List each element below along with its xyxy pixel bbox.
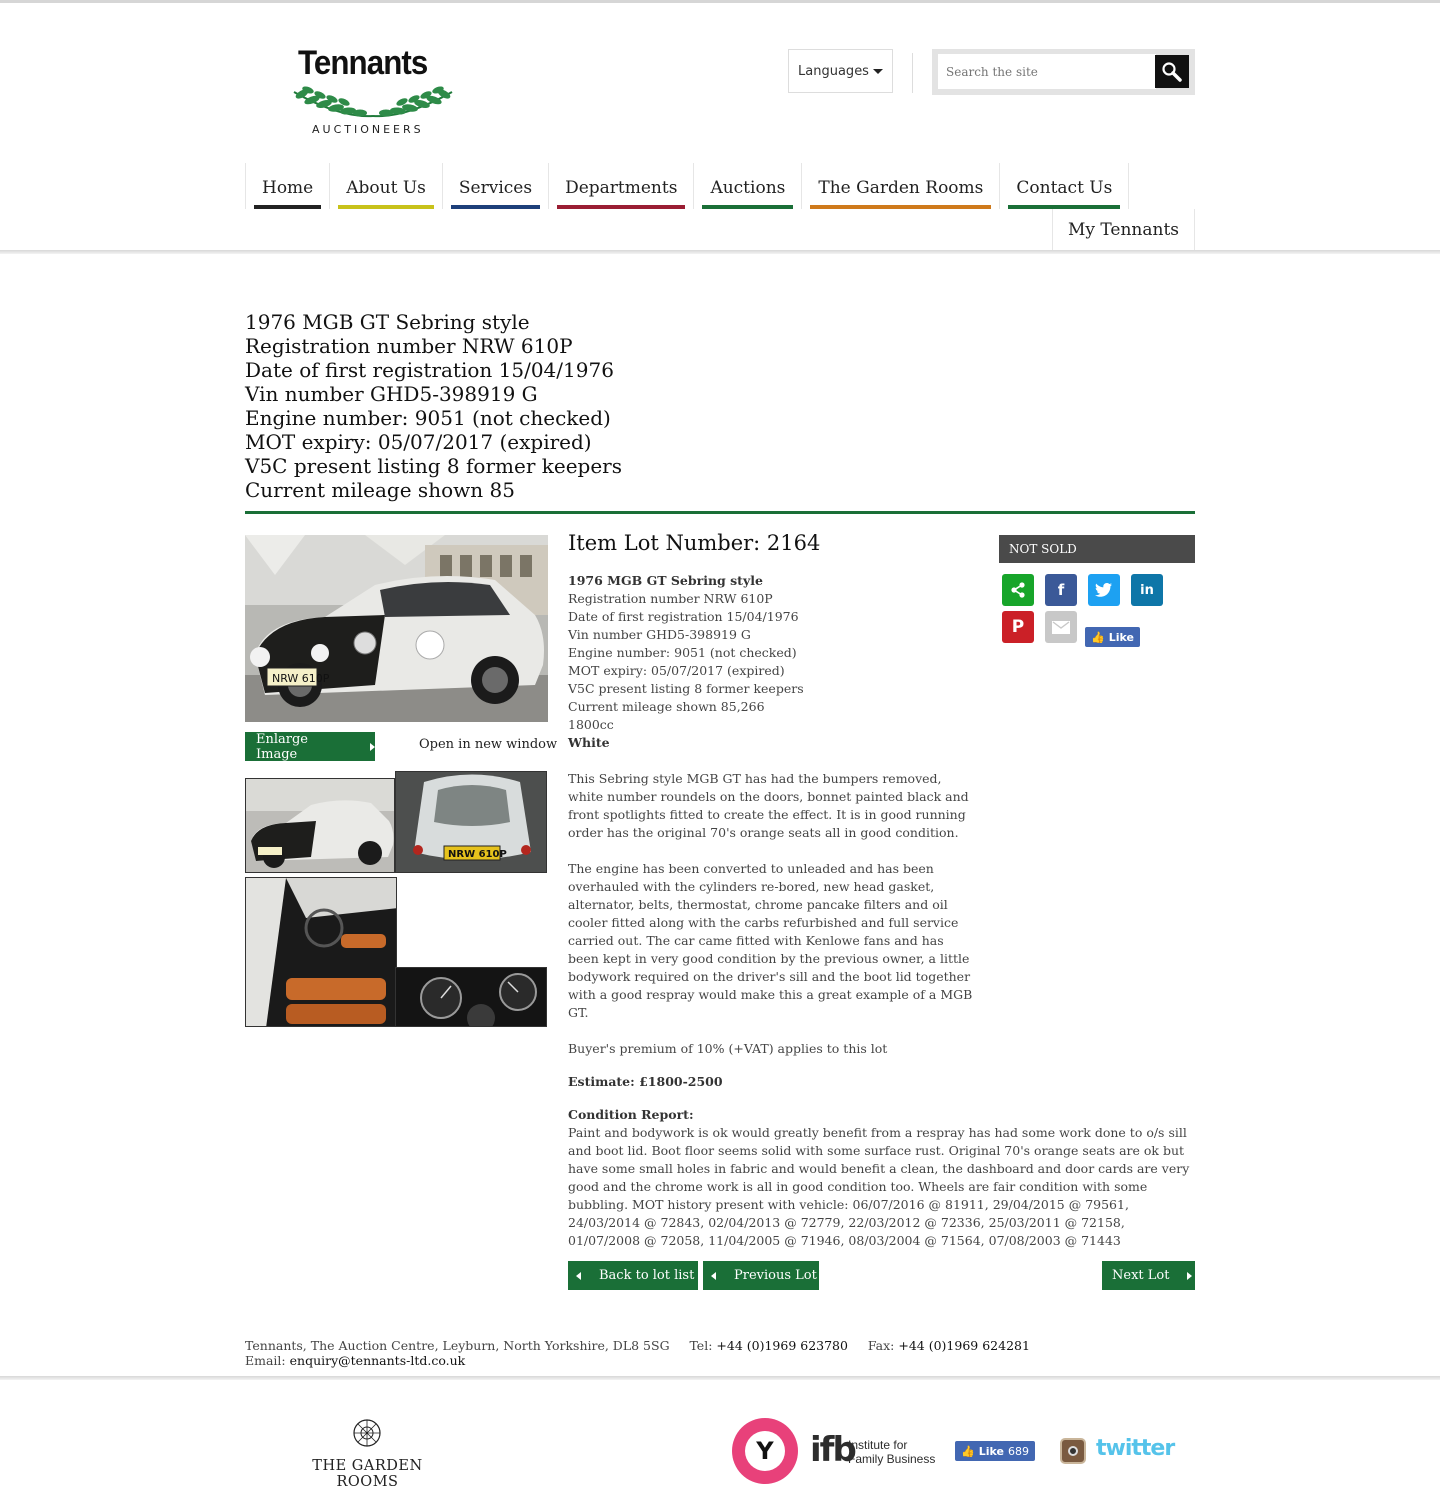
nav-item-label: About Us [346, 178, 426, 198]
ifb-letters: ifb [810, 1430, 855, 1470]
nav-item-underline [810, 205, 991, 209]
footer-divider [0, 1376, 1440, 1380]
tel-number[interactable]: +44 (0)1969 623780 [716, 1338, 848, 1353]
estimate: Estimate: £1800-2500 [568, 1074, 723, 1089]
logo-wordmark: Tennants [298, 44, 428, 82]
divider [912, 53, 913, 93]
buyers-premium: Buyer's premium of 10% (+VAT) applies to this lot [568, 1041, 888, 1056]
enlarge-image-button[interactable] [245, 732, 375, 761]
fax-label: Fax: [867, 1338, 895, 1353]
linkedin-icon: in [1140, 582, 1154, 598]
next-label: Next Lot [1112, 1268, 1170, 1283]
nav-item-underline [451, 205, 540, 209]
ifb-text [848, 1438, 935, 1466]
search-box [932, 49, 1195, 95]
desc-line: Vin number GHD5-398919 G [568, 627, 751, 642]
back-label: Back to lot list [599, 1268, 695, 1283]
email-share-button[interactable] [1045, 611, 1077, 643]
nav-item-services[interactable] [442, 163, 548, 209]
nav-item-label: Departments [565, 178, 678, 198]
ifb-logo[interactable] [810, 1430, 950, 1474]
thumbs-up-icon: 👍 [961, 1444, 975, 1458]
thumbnail-4[interactable] [395, 967, 547, 1027]
y-letter: Y [745, 1431, 785, 1471]
like-label: Like [1108, 630, 1134, 644]
nav-item-label: Services [458, 178, 533, 198]
condition-text: Paint and bodywork is ok would greatly benefit from a respray has had some work done to o/s sill and boot lid. Boot floor seems solid with some surface rust. Original 70's orange seats are ok but have some small holes in fabric and would benefit a clean, the dashboard and door cards are very good and the chrome work is all in good condition too. Wheels are fair condition with some bubbling. MOT history present with vehicle: 06/07/2016 @ 81911, 29/04/2015 @ 79561, 24/03/2014 @ 72843, 02/04/2013 @ 72779, 22/03/2012 @ 72336, 25/03/2011 @ 72158, 01/07/2008 @ 72058, 11/04/2005 @ 71946, 08/03/2004 @ 71564, 07/08/2003 @ 71443 [568, 1125, 1190, 1248]
car-photo [245, 535, 548, 722]
lot-number: Item Lot Number: 2164 [568, 531, 821, 555]
lot-paragraph-1: This Sebring style MGB GT has had the bumpers removed, white number roundels on the doors, bonnet painted black and front spotlights fitted to create the effect. It is in good running order has the original 70's orange seats all in good condition. [568, 771, 969, 840]
twitter-link[interactable]: twitter [1096, 1436, 1175, 1461]
desc-line: Engine number: 9051 (not checked) [568, 645, 797, 660]
twitter-share-button[interactable] [1088, 574, 1120, 606]
enlarge-label: Enlarge Image [256, 731, 308, 762]
desc-lines [568, 590, 978, 734]
nav-item-about-us[interactable] [329, 163, 442, 209]
arrow-right-icon [370, 743, 375, 751]
nav-item-label: Auctions [710, 178, 786, 198]
thumb-front-photo [246, 779, 395, 873]
nav-item-underline [338, 205, 434, 209]
desc-line: Date of first registration 15/04/1976 [568, 609, 799, 624]
status-badge: NOT SOLD [999, 535, 1195, 563]
nav-item-the-garden-rooms[interactable] [801, 163, 999, 209]
nav-item-underline [702, 205, 793, 209]
desc-line: Current mileage shown 85,266 [568, 699, 765, 714]
instagram-icon[interactable] [1060, 1438, 1086, 1464]
desc-colour: White [568, 735, 610, 750]
desc-title: 1976 MGB GT Sebring style [568, 573, 763, 588]
thumbs-up-icon: 👍 [1091, 630, 1105, 644]
ifb-line-1: Institute for [848, 1438, 908, 1452]
footer-address [245, 1338, 1030, 1368]
top-border [0, 0, 1440, 3]
desc-line: V5C present listing 8 former keepers [568, 681, 804, 696]
thumbnail-2[interactable] [395, 771, 547, 873]
laurel-icon [290, 84, 456, 122]
facebook-like-button[interactable] [1085, 627, 1140, 647]
twitter-icon [1095, 582, 1113, 598]
languages-label: Languages [798, 63, 869, 79]
search-input[interactable] [938, 54, 1156, 89]
title-line: MOT expiry: 05/07/2017 (expired) [245, 430, 592, 454]
ifb-line-2: Family Business [848, 1452, 936, 1466]
caret-down-icon [873, 69, 883, 74]
email-icon [1052, 621, 1070, 634]
open-new-window-link[interactable]: Open in new window [419, 737, 558, 752]
nav-item-auctions[interactable] [693, 163, 801, 209]
search-icon [1161, 61, 1183, 83]
nav-item-departments[interactable] [548, 163, 693, 209]
facebook-icon: f [1057, 581, 1065, 599]
desc-line: MOT expiry: 05/07/2017 (expired) [568, 663, 785, 678]
share-button[interactable] [1002, 574, 1034, 606]
title-line: V5C present listing 8 former keepers [245, 454, 622, 478]
garden-rooms-text: THE GARDEN ROOMS [312, 1458, 423, 1487]
share-icon [1009, 581, 1027, 599]
tennants-logo[interactable] [290, 44, 460, 140]
desc-line: 1800cc [568, 717, 614, 732]
lot-title [245, 310, 622, 502]
back-to-lot-list-button[interactable] [568, 1261, 698, 1290]
logo-subtitle: AUCTIONEERS [312, 123, 424, 136]
lot-description [568, 572, 978, 752]
svg-text:NRW 610P: NRW 610P [272, 672, 330, 685]
y-logo[interactable] [732, 1418, 798, 1484]
email-link[interactable]: enquiry@tennants-ltd.co.uk [289, 1353, 466, 1368]
title-line: Current mileage shown 85 [245, 478, 515, 502]
arrow-right-icon [1187, 1272, 1192, 1280]
search-button[interactable] [1155, 55, 1189, 88]
languages-dropdown[interactable] [788, 49, 893, 93]
tel-label: Tel: [689, 1338, 713, 1353]
nav-item-label: Contact Us [1016, 178, 1113, 198]
nav-item-home[interactable] [245, 163, 329, 209]
nav-item-underline [557, 205, 685, 209]
footer-like-label: Like [978, 1444, 1004, 1458]
fax-number: +44 (0)1969 624281 [898, 1338, 1030, 1353]
footer-like-count: 689 [1007, 1444, 1029, 1458]
condition-report [568, 1106, 1193, 1250]
main-nav [245, 163, 1129, 209]
title-line: 1976 MGB GT Sebring style [245, 310, 530, 334]
next-lot-button[interactable] [1102, 1261, 1195, 1290]
facebook-share-button[interactable] [1045, 574, 1077, 606]
garden-rooms-emblem-icon [352, 1418, 382, 1448]
email-label: Email: [245, 1353, 286, 1368]
title-line: Registration number NRW 610P [245, 334, 573, 358]
pinterest-icon: P [1011, 617, 1025, 637]
nav-item-contact-us[interactable] [999, 163, 1129, 209]
thumb-rear-photo [396, 772, 547, 873]
address-text: Tennants, The Auction Centre, Leyburn, North Yorkshire, DL8 5SG [245, 1338, 670, 1353]
title-rule [245, 511, 1195, 514]
nav-item-label: The Garden Rooms [818, 178, 984, 198]
arrow-left-icon [576, 1272, 581, 1280]
title-line: Engine number: 9051 (not checked) [245, 406, 611, 430]
condition-title: Condition Report: [568, 1107, 694, 1122]
thumb-interior-photo [246, 878, 397, 1027]
previous-lot-button[interactable] [703, 1261, 819, 1290]
my-tennants-link[interactable]: My Tennants [1052, 209, 1195, 251]
arrow-left-icon [711, 1272, 716, 1280]
main-lot-image[interactable] [245, 535, 548, 722]
instagram-lens [1068, 1446, 1078, 1456]
pinterest-share-button[interactable] [1002, 611, 1034, 643]
thumbnail-1[interactable] [245, 778, 395, 873]
title-line: Vin number GHD5-398919 G [245, 382, 538, 406]
desc-line: Registration number NRW 610P [568, 591, 773, 606]
lot-paragraph-2: The engine has been converted to unleaded and has been overhauled with the cylinders re-bored, new head gasket, alternator, belts, thermostat, chrome pancake filters and oil cooler fitted along with the carbs refurbished and full service carried out. The car came fitted with Kenlowe fans and has been kept in very good condition by the previous owner, a little bodywork required on the driver's sill and the boot lid together with a good respray would make this a great example of a MGB GT. [568, 861, 973, 1020]
title-line: Date of first registration 15/04/1976 [245, 358, 614, 382]
footer-facebook-like[interactable] [955, 1441, 1035, 1461]
nav-item-underline [254, 205, 321, 209]
thumbnail-3[interactable] [245, 877, 397, 1027]
svg-text:NRW 610P: NRW 610P [448, 849, 507, 860]
previous-label: Previous Lot [734, 1268, 817, 1283]
header-divider [0, 250, 1440, 254]
garden-rooms-logo[interactable] [280, 1416, 455, 1487]
nav-item-label: Home [262, 178, 314, 198]
thumb-dashboard-photo [396, 968, 547, 1027]
linkedin-share-button[interactable] [1131, 574, 1163, 606]
